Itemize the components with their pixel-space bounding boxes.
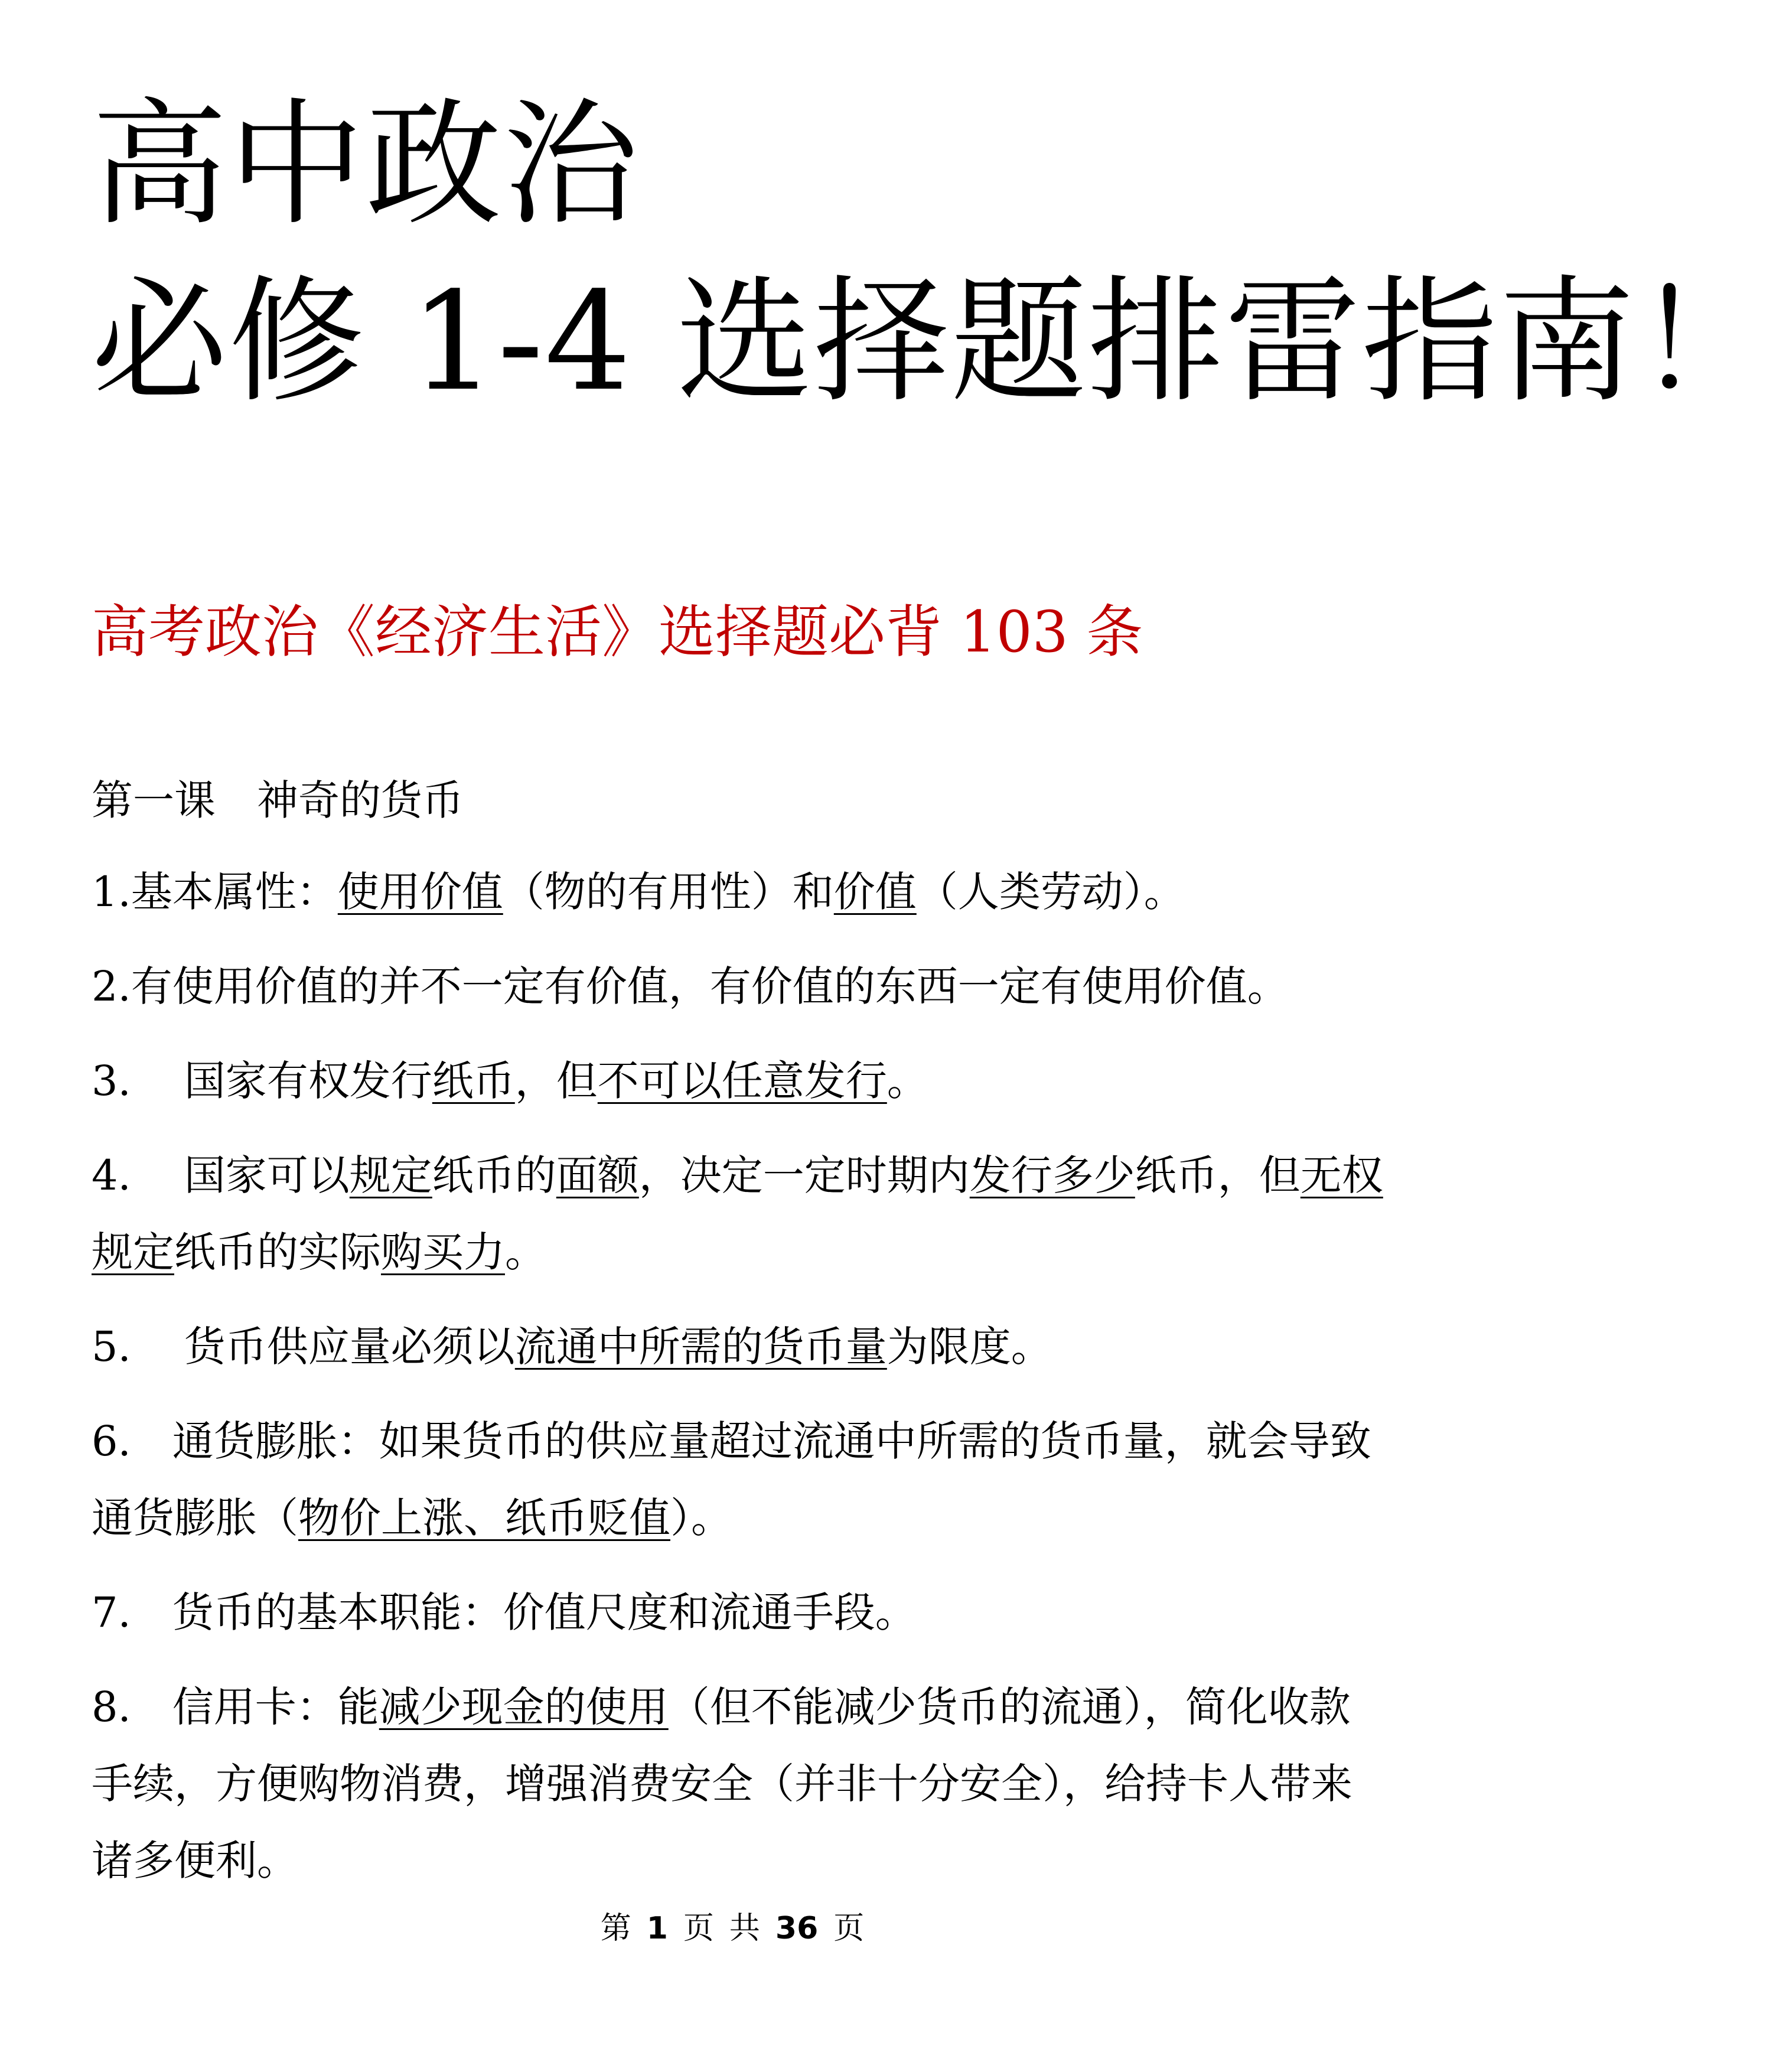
item-text: ，但 xyxy=(514,1057,598,1105)
item-text: 通货膨胀：如果货币的供应量超过流通中所需的货币量，就会导致通货膨胀（ xyxy=(92,1417,1371,1542)
footer-text: 页 xyxy=(833,1911,865,1946)
underlined-term: 购买力 xyxy=(381,1228,505,1276)
item-text: 2.有使用价值的并不一定有价值，有价值的东西一定有使用价值。 xyxy=(92,962,1289,1011)
content-body xyxy=(92,762,1391,1917)
item-number: 8. xyxy=(92,1683,131,1731)
underlined-term: 物价上涨、纸币贬值 xyxy=(298,1494,670,1542)
item-text: 。 xyxy=(505,1228,546,1276)
item-text: ，决定一定时期内 xyxy=(638,1151,970,1200)
item-text: （人类劳动）。 xyxy=(916,868,1185,916)
item-text: 信用卡：能 xyxy=(172,1683,379,1731)
total-page-count: 36 xyxy=(775,1911,819,1946)
item-number: 4. xyxy=(92,1151,131,1200)
underlined-term: 纸币 xyxy=(432,1057,515,1105)
underlined-term: 无权规定 xyxy=(92,1151,1383,1276)
item-text: 货币的基本职能：价值尺度和流通手段。 xyxy=(172,1588,917,1637)
list-item-7 xyxy=(92,1574,1391,1651)
footer-text: 第 xyxy=(600,1911,631,1946)
underlined-term: 使用价值 xyxy=(337,868,503,916)
item-text: 国家有权发行 xyxy=(184,1057,432,1105)
item-text: 纸币的实际 xyxy=(174,1228,381,1276)
item-text: （物的有用性）和 xyxy=(503,868,834,916)
underlined-term: 不可以任意发行 xyxy=(597,1057,887,1105)
item-number: 3. xyxy=(92,1057,131,1105)
lesson-name: 神奇的货币 xyxy=(257,776,464,825)
list-item-1 xyxy=(92,853,1391,930)
list-item-4 xyxy=(92,1137,1391,1291)
lesson-heading xyxy=(92,762,1391,839)
item-text: 1.基本属性： xyxy=(92,868,338,916)
item-text: ）。 xyxy=(670,1494,732,1542)
list-item-8 xyxy=(92,1669,1391,1899)
item-text: 货币供应量必须以 xyxy=(184,1322,515,1371)
item-number: 6. xyxy=(92,1417,131,1465)
footer-text: 页 xyxy=(683,1911,714,1946)
document-title-line-1: 高中政治 xyxy=(92,86,640,244)
page-footer xyxy=(0,1908,1465,1949)
item-text: 纸币，但 xyxy=(1135,1151,1301,1200)
underlined-term: 减少现金的使用 xyxy=(379,1683,669,1731)
current-page-number: 1 xyxy=(646,1911,668,1946)
underlined-term: 发行多少 xyxy=(969,1151,1135,1200)
underlined-term: 价值 xyxy=(833,868,917,916)
item-number: 5. xyxy=(92,1322,131,1371)
section-subtitle: 高考政治《经济生活》选择题必背 103 条 xyxy=(92,599,1143,665)
list-item-3 xyxy=(92,1042,1391,1119)
underlined-term: 流通中所需的货币量 xyxy=(514,1322,887,1371)
lesson-label: 第一课 xyxy=(92,776,216,825)
list-item-5 xyxy=(92,1308,1391,1385)
underlined-term: 面额 xyxy=(556,1151,639,1200)
list-item-6 xyxy=(92,1403,1391,1556)
item-text: 。 xyxy=(886,1057,928,1105)
document-title-line-2: 必修 1-4 选择题排雷指南！ xyxy=(92,263,1773,421)
item-number: 7. xyxy=(92,1588,131,1637)
footer-text: 共 xyxy=(729,1911,760,1946)
item-text: 纸币的 xyxy=(432,1151,556,1200)
list-item-2 xyxy=(92,948,1391,1025)
item-text: 国家可以 xyxy=(184,1151,350,1200)
item-text: 为限度。 xyxy=(886,1322,1052,1371)
item-text: （但不能减少货币的流通），简化收款手续，方便购物消费，增强消费安全（并非十分安全），给持卡人带来诸多便利。 xyxy=(92,1683,1352,1885)
underlined-term: 规定 xyxy=(349,1151,432,1200)
